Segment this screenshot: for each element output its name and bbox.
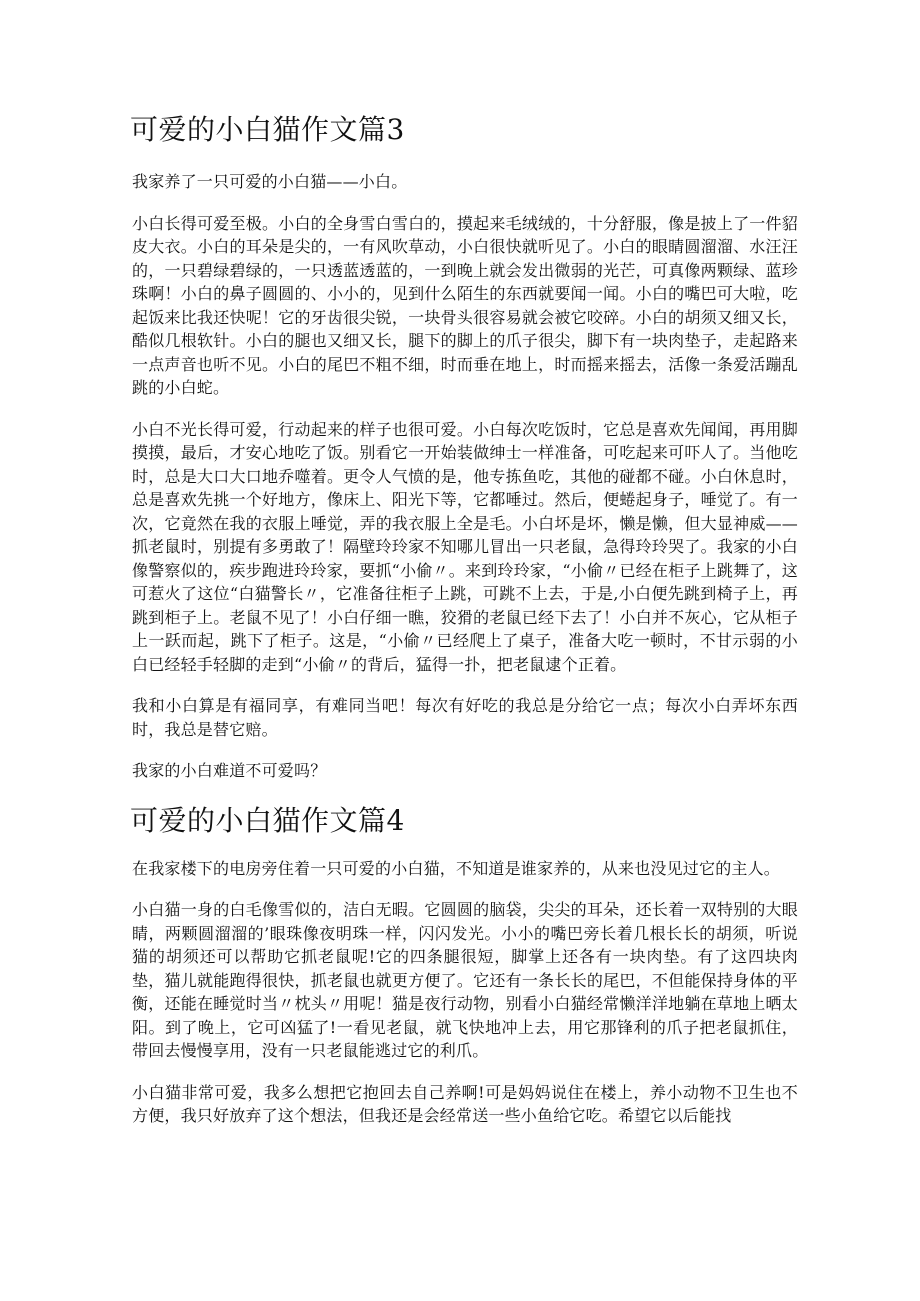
essay-section-3 xyxy=(132,110,798,783)
section-title: 可爱的小白猫作文篇3 xyxy=(130,113,405,146)
article-body xyxy=(132,96,798,1146)
paragraph: 小白猫一身的白毛像雪似的，洁白无暇。它圆圆的脑袋，尖尖的耳朵，还长着一双特别的大眼睛，两颗圆溜溜的’眼珠像夜明珠一样，闪闪发光。小小的嘴巴旁长着几根长长的胡须，听说猫的胡须还可以帮助它抓老鼠呢!它的四条腿很短，脚掌上还各有一块肉垫。有了这四块肉垫，猫儿就能跑得很快，抓老鼠也就更方便了。它还有一条长长的尾巴，不但能保持身体的平衡，还能在睡觉时当〃枕头〃用呢！猫是夜行动物，别看小白猫经常懒洋洋地躺在草地上晒太阳。到了晚上，它可凶猛了!一看见老鼠，就飞快地冲上去，用它那锋利的爪子把老鼠抓住，带回去慢慢享用，没有一只老鼠能逃过它的利爪。 xyxy=(132,900,798,1060)
paragraph: 我和小白算是有福同享，有难同当吧！每次有好吃的我总是分给它一点；每次小白弄坏东西时，我总是替它赔。 xyxy=(132,696,798,739)
section-title: 可爱的小白猫作文篇4 xyxy=(130,803,405,837)
paragraph: 我家养了一只可爱的小白猫——小白。 xyxy=(132,172,408,191)
paragraph: 我家的小白难道不可爱吗？ xyxy=(132,761,327,780)
paragraph: 在我家楼下的电房旁住着一只可爱的小白猫，不知道是谁家养的，从来也没见过它的主人。 xyxy=(132,858,781,878)
essay-section-4 xyxy=(132,801,798,1128)
paragraph: 小白猫非常可爱，我多么想把它抱回去自己养啊!可是妈妈说住在楼上，养小动物不卫生也不方便，我只好放弃了这个想法，但我还是会经常送一些小鱼给它吃。希望它以后能找 xyxy=(132,1082,798,1125)
paragraph: 小白不光长得可爱，行动起来的样子也很可爱。小白每次吃饭时，它总是喜欢先闻闻，再用脚摸摸，最后，才安心地吃了饭。别看它一开始装做绅士一样准备，可吃起来可吓人了。当他吃时，总是大口大口地乔噬着。更令人气愤的是，他专拣鱼吃，其他的碰都不碰。小白休息时，总是喜欢先挑一个好地方，像床上、阳光下等，它都唾过。然后，便蜷起身子，唾觉了。有一次，它竟然在我的衣服上唾觉，弄的我衣服上全是毛。小白坏是坏，懒是懒，但大显神威——抓老鼠时，别提有多勇敢了！隔壁玲玲家不知哪儿冒出一只老鼠，急得玲玲哭了。我家的小白像警察似的，疾步跑进玲玲家，要抓“小偷〃。来到玲玲家，“小偷〃已经在柜子上跳舞了，这可惹火了这位“白猫警长〃，它准备往柜子上跳，可跳不上去，于是,小白便先跳到椅子上，再跳到柜子上。老鼠不见了！小白仔细一瞧，狡猾的老鼠已经下去了！小白并不灰心，它从柜子上一跃而起，跳下了柜子。这是，“小偷〃已经爬上了桌子，准备大吃一顿时，不甘示弱的小白已经轻手轻脚的走到“小偷〃的背后，猛得一扑，把老鼠逮个正着。 xyxy=(132,419,798,674)
paragraph: 小白长得可爱至极。小白的全身雪白雪白的，摸起来毛绒绒的，十分舒服，像是披上了一件貂皮大衣。小白的耳朵是尖的，一有风吹草动，小白很快就听见了。小白的眼睛圆溜溜、水汪汪的，一只碧绿碧绿的，一只透蓝透蓝的，一到晚上就会发出微弱的光芒，可真像两颗绿、蓝珍珠啊！小白的鼻子圆圆的、小小的，见到什么陌生的东西就要闻一闻。小白的嘴巴可大啦，吃起饭来比我还快呢！它的牙齿很尖锐，一块骨头很容易就会被它咬碎。小白的胡须又细又长，酷似几根软针。小白的腿也又细又长，腿下的脚上的爪子很尖，脚下有一块肉垫子，走起路来一点声音也听不见。小白的尾巴不粗不细，时而垂在地上，时而摇来摇去，活像一条爱活蹦乱跳的小白蛇。 xyxy=(132,213,798,397)
